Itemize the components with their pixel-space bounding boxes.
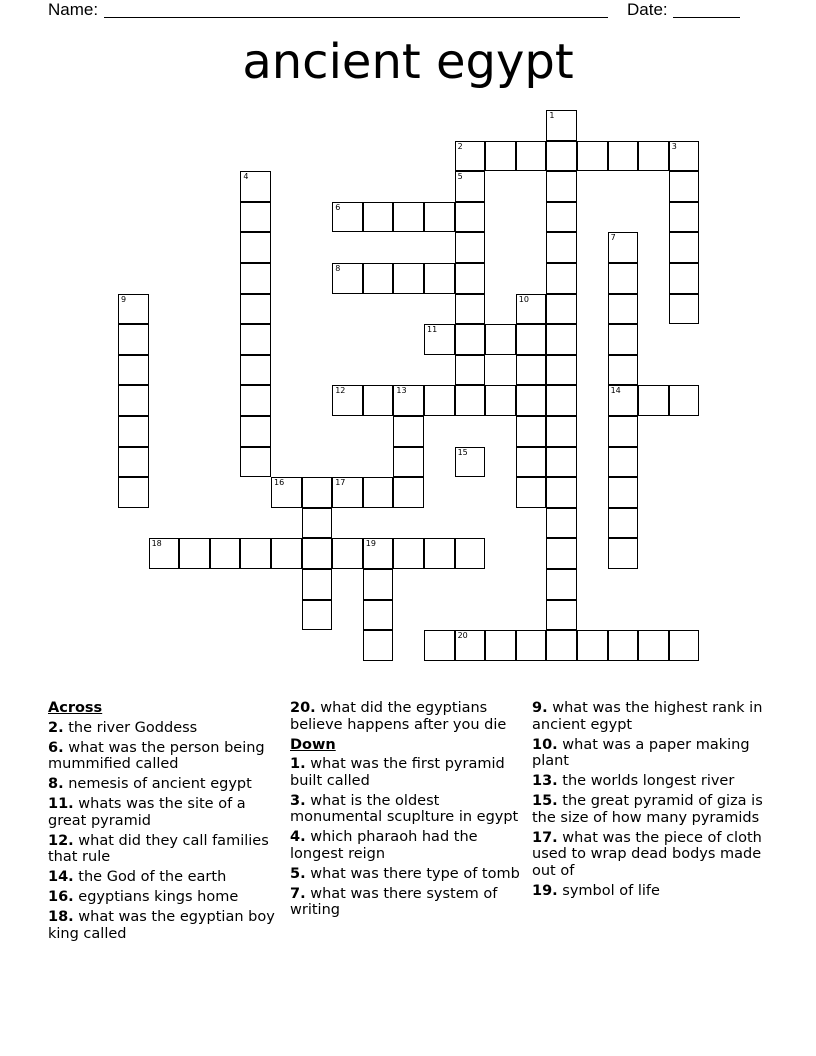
clue-number: 4. <box>290 829 306 845</box>
grid-cell[interactable] <box>271 538 302 569</box>
grid-cell[interactable] <box>240 385 271 416</box>
clue-number: 4 <box>243 172 249 182</box>
across-heading: Across <box>48 700 103 716</box>
grid-cell[interactable] <box>393 416 424 447</box>
grid-cell[interactable] <box>485 141 516 172</box>
grid-cell[interactable] <box>546 263 577 294</box>
grid-cell[interactable] <box>271 477 302 508</box>
grid-cell[interactable] <box>546 538 577 569</box>
clue-item <box>48 720 288 737</box>
clue-item <box>532 883 772 900</box>
clue-number: 6. <box>48 739 64 756</box>
clue-item <box>48 740 288 773</box>
grid-cell[interactable] <box>546 447 577 478</box>
grid-cell[interactable] <box>455 294 486 325</box>
grid-cell[interactable] <box>363 538 394 569</box>
clue-text: what was there system of writing <box>290 885 498 918</box>
clue-number: 7. <box>290 885 306 902</box>
clue-number: 15 <box>457 447 468 457</box>
clue-number: 9. <box>532 700 548 716</box>
grid-cell[interactable] <box>240 294 271 325</box>
clue-number: 14. <box>48 869 74 885</box>
grid-cell[interactable] <box>516 477 547 508</box>
clue-text: what did the egyptians believe happens after you die <box>290 700 507 733</box>
grid-cell[interactable] <box>455 171 486 202</box>
clue-text: what was the piece of cloth used to wrap dead bodys made out of <box>532 829 762 879</box>
grid-cell[interactable] <box>577 141 608 172</box>
grid-cell[interactable] <box>455 630 486 661</box>
clue-item <box>290 829 530 862</box>
clue-number: 20. <box>290 700 316 716</box>
grid-cell[interactable] <box>393 385 424 416</box>
grid-cell[interactable] <box>393 263 424 294</box>
clue-number: 2 <box>457 141 463 151</box>
grid-cell[interactable] <box>516 141 547 172</box>
grid-cell[interactable] <box>516 355 547 386</box>
grid-cell[interactable] <box>302 477 333 508</box>
clue-number: 1 <box>549 111 555 120</box>
grid-cell[interactable] <box>455 263 486 294</box>
clue-number: 19. <box>532 882 558 899</box>
grid-cell[interactable] <box>546 141 577 172</box>
clue-text: the God of the earth <box>73 869 227 885</box>
grid-cell[interactable] <box>546 110 577 141</box>
grid-cell[interactable] <box>455 202 486 233</box>
grid-cell[interactable] <box>608 477 639 508</box>
grid-cell[interactable] <box>516 294 547 325</box>
clue-item <box>48 796 288 829</box>
grid-cell[interactable] <box>240 538 271 569</box>
across-clue-list <box>48 720 288 943</box>
grid-cell[interactable] <box>363 477 394 508</box>
grid-cell[interactable] <box>302 569 333 600</box>
grid-cell[interactable] <box>669 202 700 233</box>
grid-cell[interactable] <box>118 324 149 355</box>
clue-number: 19 <box>365 539 376 549</box>
grid-cell[interactable] <box>455 538 486 569</box>
grid-cell[interactable] <box>332 263 363 294</box>
grid-cell[interactable] <box>210 538 241 569</box>
grid-cell[interactable] <box>118 294 149 325</box>
grid-cell[interactable] <box>608 355 639 386</box>
grid-cell[interactable] <box>546 508 577 539</box>
clue-item <box>48 833 288 866</box>
clue-text: what was the person being mummified called <box>48 739 265 772</box>
clue-number: 8 <box>335 264 341 273</box>
clue-number: 18 <box>151 539 162 549</box>
grid-cell[interactable] <box>240 171 271 202</box>
grid-cell[interactable] <box>424 630 455 661</box>
grid-cell[interactable] <box>424 385 455 416</box>
clue-number: 7 <box>610 233 616 243</box>
grid-cell[interactable] <box>332 477 363 508</box>
grid-cell[interactable] <box>638 630 669 661</box>
grid-cell[interactable] <box>240 263 271 294</box>
grid-cell[interactable] <box>608 447 639 478</box>
grid-cell[interactable] <box>485 385 516 416</box>
clues-column-3 <box>532 700 772 903</box>
grid-cell[interactable] <box>363 263 394 294</box>
clue-number: 11. <box>48 796 74 812</box>
grid-cell[interactable] <box>485 324 516 355</box>
grid-cell[interactable] <box>608 508 639 539</box>
grid-cell[interactable] <box>546 569 577 600</box>
clue-number: 3. <box>290 792 306 809</box>
clue-item <box>290 756 530 789</box>
clue-text: what was the first pyramid built called <box>290 756 505 789</box>
clue-number: 14 <box>610 386 621 396</box>
down-clue-list-continued <box>532 700 772 899</box>
grid-cell[interactable] <box>608 385 639 416</box>
grid-cell[interactable] <box>577 630 608 661</box>
clue-text: whats was the site of a great pyramid <box>48 796 246 829</box>
grid-cell[interactable] <box>424 538 455 569</box>
grid-cell[interactable] <box>363 600 394 631</box>
clue-item <box>532 793 772 826</box>
grid-cell[interactable] <box>118 416 149 447</box>
grid-cell[interactable] <box>608 141 639 172</box>
clue-item <box>532 737 772 770</box>
grid-cell[interactable] <box>669 263 700 294</box>
grid-cell[interactable] <box>669 171 700 202</box>
grid-cell[interactable] <box>118 385 149 416</box>
clues-column-1 <box>48 700 288 946</box>
grid-cell[interactable] <box>393 538 424 569</box>
grid-cell[interactable] <box>424 324 455 355</box>
clue-number: 8. <box>48 776 64 792</box>
grid-cell[interactable] <box>608 294 639 325</box>
date-label: Date: <box>627 0 668 19</box>
grid-cell[interactable] <box>240 416 271 447</box>
grid-cell[interactable] <box>393 447 424 478</box>
grid-cell[interactable] <box>546 477 577 508</box>
clue-number: 20 <box>457 631 468 641</box>
grid-cell[interactable] <box>240 324 271 355</box>
grid-cell[interactable] <box>546 600 577 631</box>
clue-item <box>290 700 530 733</box>
grid-cell[interactable] <box>546 416 577 447</box>
clue-text: what was there type of tomb <box>305 865 520 882</box>
clue-item <box>48 869 288 886</box>
grid-cell[interactable] <box>424 202 455 233</box>
grid-cell[interactable] <box>608 538 639 569</box>
grid-cell[interactable] <box>240 202 271 233</box>
grid-cell[interactable] <box>669 294 700 325</box>
clue-item <box>532 773 772 790</box>
clue-number: 3 <box>671 141 677 151</box>
grid-cell[interactable] <box>516 447 547 478</box>
clue-number: 6 <box>335 202 341 212</box>
clue-item <box>48 909 288 942</box>
clue-text: the great pyramid of giza is the size of how many pyramids <box>532 793 763 826</box>
grid-cell[interactable] <box>455 385 486 416</box>
grid-cell[interactable] <box>332 538 363 569</box>
grid-cell[interactable] <box>455 141 486 172</box>
clues-column-2 <box>290 700 530 922</box>
grid-cell[interactable] <box>516 385 547 416</box>
clue-number: 2. <box>48 719 64 736</box>
grid-cell[interactable] <box>608 232 639 263</box>
grid-cell[interactable] <box>240 232 271 263</box>
clue-number: 11 <box>427 325 438 335</box>
name-field[interactable] <box>104 17 608 18</box>
grid-cell[interactable] <box>455 355 486 386</box>
grid-cell[interactable] <box>516 324 547 355</box>
clue-item <box>532 830 772 880</box>
clue-text: the worlds longest river <box>557 773 735 789</box>
grid-cell[interactable] <box>638 141 669 172</box>
grid-cell[interactable] <box>455 324 486 355</box>
grid-cell[interactable] <box>363 202 394 233</box>
grid-cell[interactable] <box>240 355 271 386</box>
grid-cell[interactable] <box>363 630 394 661</box>
clue-number: 13. <box>532 773 558 789</box>
clue-text: what did they call families that rule <box>48 832 269 865</box>
grid-cell[interactable] <box>363 569 394 600</box>
header <box>0 0 816 24</box>
grid-cell[interactable] <box>240 447 271 478</box>
clue-number: 12 <box>335 386 346 396</box>
grid-cell[interactable] <box>332 385 363 416</box>
down-heading: Down <box>290 736 336 753</box>
grid-cell[interactable] <box>516 630 547 661</box>
clue-number: 17 <box>335 478 346 488</box>
grid-cell[interactable] <box>393 477 424 508</box>
grid-cell[interactable] <box>546 294 577 325</box>
clue-text: what is the oldest monumental scuplture in egypt <box>290 792 519 825</box>
date-field[interactable] <box>673 17 740 18</box>
grid-cell[interactable] <box>546 232 577 263</box>
grid-cell[interactable] <box>546 385 577 416</box>
grid-cell[interactable] <box>455 447 486 478</box>
clue-text: symbol of life <box>557 882 660 899</box>
across-clue-list-continued <box>290 700 530 733</box>
clue-text: what was the egyptian boy king called <box>48 909 275 942</box>
grid-cell[interactable] <box>546 630 577 661</box>
grid-cell[interactable] <box>363 385 394 416</box>
clue-text: what was the highest rank in ancient egypt <box>532 700 763 733</box>
down-clue-list <box>290 756 530 919</box>
clue-number: 10. <box>532 736 558 753</box>
grid-cell[interactable] <box>669 232 700 263</box>
grid-cell[interactable] <box>179 538 210 569</box>
clue-text: the river Goddess <box>63 719 198 736</box>
clue-number: 13 <box>396 386 407 396</box>
clue-number: 17. <box>532 829 558 846</box>
clue-number: 5 <box>457 172 463 182</box>
grid-cell[interactable] <box>118 447 149 478</box>
grid-cell[interactable] <box>608 630 639 661</box>
grid-cell[interactable] <box>669 385 700 416</box>
clue-text: egyptians kings home <box>73 889 239 905</box>
grid-cell[interactable] <box>302 508 333 539</box>
name-label: Name: <box>48 0 99 19</box>
clue-number: 16 <box>274 478 285 488</box>
clue-number: 15. <box>532 793 558 809</box>
clue-item <box>290 866 530 883</box>
clue-number: 16. <box>48 889 74 905</box>
grid-cell[interactable] <box>424 263 455 294</box>
puzzle-title: ancient egypt <box>242 34 574 90</box>
grid-cell[interactable] <box>669 141 700 172</box>
clue-item <box>48 889 288 906</box>
grid-cell[interactable] <box>485 630 516 661</box>
clue-item <box>532 700 772 733</box>
grid-cell[interactable] <box>608 263 639 294</box>
grid-cell[interactable] <box>669 630 700 661</box>
grid-cell[interactable] <box>302 538 333 569</box>
grid-cell[interactable] <box>118 355 149 386</box>
grid-cell[interactable] <box>608 324 639 355</box>
grid-cell[interactable] <box>455 232 486 263</box>
grid-cell[interactable] <box>149 538 180 569</box>
grid-cell[interactable] <box>118 477 149 508</box>
grid-cell[interactable] <box>608 416 639 447</box>
grid-cell[interactable] <box>393 202 424 233</box>
clue-number: 18. <box>48 909 74 925</box>
grid-cell[interactable] <box>546 171 577 202</box>
clue-number: 10 <box>518 294 529 304</box>
clue-number: 12. <box>48 832 74 849</box>
clue-text: what was a paper making plant <box>532 736 750 769</box>
clue-number: 1. <box>290 756 306 772</box>
grid-cell[interactable] <box>638 385 669 416</box>
grid-cell[interactable] <box>546 355 577 386</box>
clue-item <box>290 793 530 826</box>
clue-number: 5. <box>290 865 306 882</box>
clue-number: 9 <box>121 294 127 304</box>
clue-text: which pharaoh had the longest reign <box>290 829 478 862</box>
grid-cell[interactable] <box>302 600 333 631</box>
grid-cell[interactable] <box>516 416 547 447</box>
clue-item <box>48 776 288 793</box>
grid-cell[interactable] <box>332 202 363 233</box>
clue-item <box>290 886 530 919</box>
grid-cell[interactable] <box>546 324 577 355</box>
grid-cell[interactable] <box>546 202 577 233</box>
clue-text: nemesis of ancient egypt <box>63 776 252 792</box>
